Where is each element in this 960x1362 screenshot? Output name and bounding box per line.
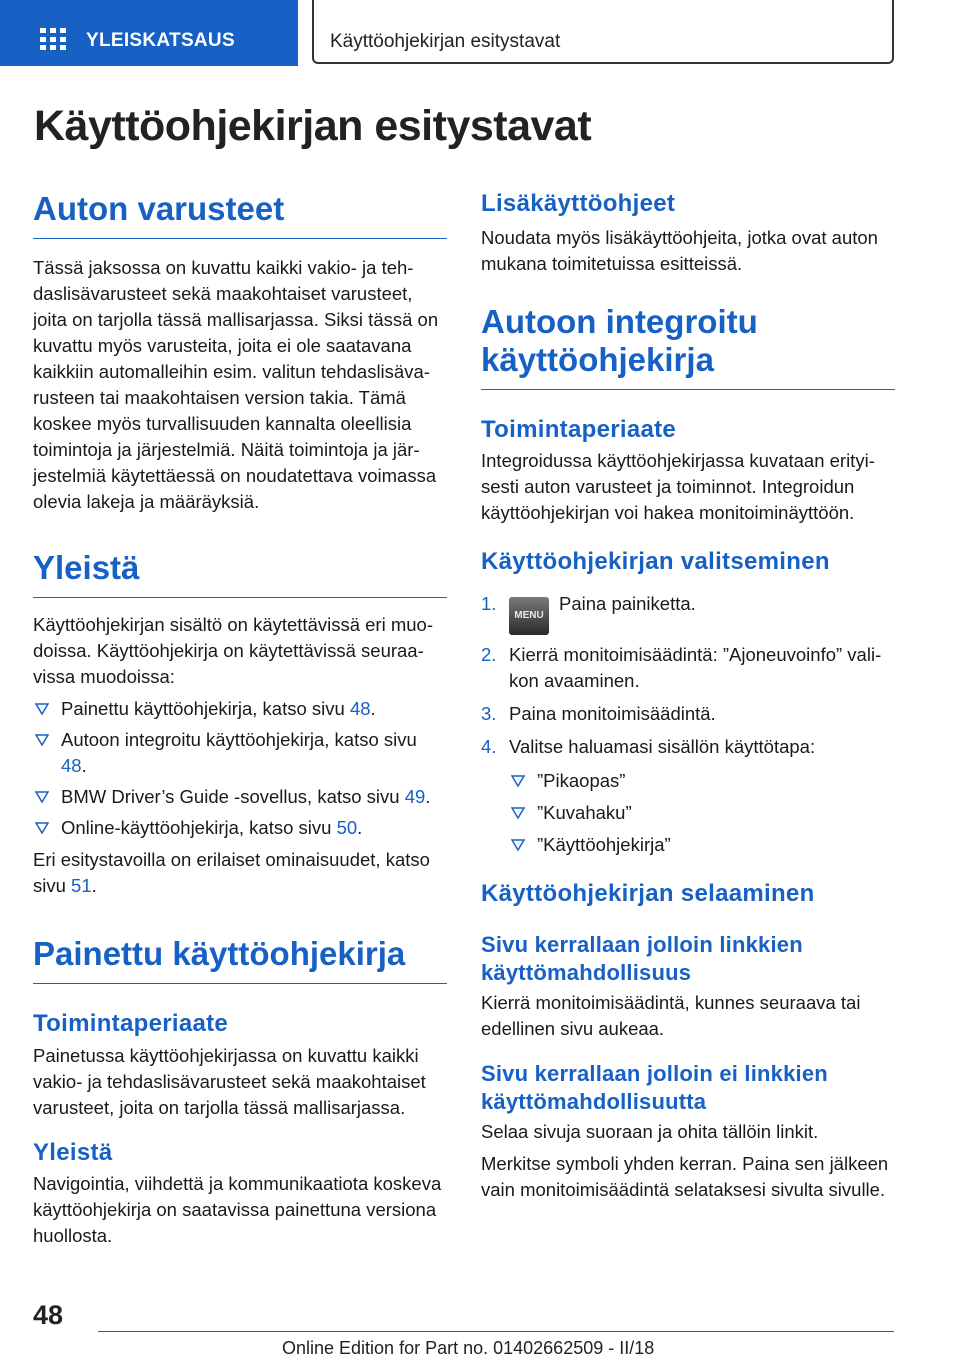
page-link[interactable]: 48	[349, 697, 371, 719]
paragraph-yleista-intro: Käyttöohjekirjan sisältö on käytettävissä eri muodoissa. Käyttöohjekirja on käytettävissä seuraavissa muodoissa:	[33, 613, 434, 687]
triangle-bullet-icon	[511, 773, 525, 787]
paragraph-linkit: Kierrä monitoimisäädintä, kunnes seuraava tai edellinen sivu aukeaa.	[481, 992, 861, 1040]
triangle-bullet-icon	[35, 701, 49, 715]
subheading-toimintaperiaate: Toimintaperiaate	[481, 415, 677, 443]
list-item: Painettu käyttöohjekirja, katso sivu 48.	[33, 696, 447, 722]
list-item: BMW Driver’s Guide -sovellus, katso sivu 49.	[33, 784, 447, 810]
format-list	[33, 696, 447, 841]
section-label: YLEISKATSAUS	[86, 30, 235, 51]
page-link[interactable]: 49	[404, 785, 426, 807]
step-item: 4. Valitse haluamasi sisällön käyttötapa: ”Pikaopas” ”Kuvahaku” ”Käyttöohjekirja”	[481, 734, 895, 858]
triangle-bullet-icon	[511, 837, 525, 851]
paragraph-yleista-outro: Eri esitystavoilla on erilaiset ominaisuudet, katso sivu 51.	[33, 848, 430, 896]
triangle-bullet-icon	[35, 789, 49, 803]
paragraph-lisakayttoohjeet: Noudata myös lisäkäyttöohjeita, jotka ovat auton mukana toimitetuissa esitteissä.	[481, 226, 878, 274]
heading-painettu: Painettu käyttöohjekirja	[33, 935, 447, 984]
heading-valitseminen: Käyttöohjekirjan valitseminen	[481, 548, 830, 576]
footer-divider	[98, 1331, 894, 1332]
step-item: 3. Paina monitoimisäädintä.	[481, 703, 716, 725]
paragraph-integroitu: Integroidussa käyttöohjekirjassa kuvataan erityisesti auton varusteet ja toiminnot. Integroidun käyttöohjekirjan voi hakea monitoiminäyttöön.	[481, 450, 875, 524]
subheading-ei-linkit: Sivu kerrallaan jolloin ei linkkien käyttömahdollisuutta	[481, 1061, 828, 1114]
paragraph-ei-linkit-1: Selaa sivuja suoraan ja ohita tällöin linkit.	[481, 1121, 819, 1143]
tab-yleiskatsaus[interactable]	[0, 0, 298, 66]
tab-chapter[interactable]	[312, 0, 894, 64]
triangle-bullet-icon	[35, 732, 49, 746]
heading-yleista: Yleistä	[33, 549, 447, 598]
page-link[interactable]: 51	[71, 874, 92, 896]
heading-lisakayttoohjeet: Lisäkäyttöohjeet	[481, 190, 676, 217]
list-item: Autoon integroitu käyttöohjekirja, katso sivu 48.	[33, 727, 447, 779]
page-title: Käyttöohjekirjan esitystavat	[34, 102, 592, 150]
list-item: ”Kuvahaku”	[509, 800, 895, 826]
paragraph-auton-varusteet: Tässä jaksossa on kuvattu kaikki vakio- ja tehdaslisävarusteet sekä maakohtaiset varusteet, joita on tarjolla tässä mallisarjassa. Siksi tässä on kuvattu myös varusteita, joita ei ole saatavana kaikkiin automalleihin esim. valitun tehdaslisävarusteen tai maakohtaisen version takia. Tämä koskee myös turvallisuuden kannalta oleellisia toimintoja ja järjestelmiä. Näitä toimintoja ja järjestelmiä käytettäessä on noudatettava voimassa olevia lakeja ja määräyksiä.	[33, 256, 439, 512]
list-item: ”Käyttöohjekirja”	[509, 832, 895, 858]
step-item: 1. MENUPaina painiketta.	[481, 591, 895, 635]
chapter-label: Käyttöohjekirjan esitystavat	[330, 31, 561, 52]
paragraph-ei-linkit-2: Merkitse symboli yhden kerran. Paina sen jälkeen vain monitoimisäädintä selataksesi sivulta sivulle.	[481, 1153, 889, 1201]
usage-list	[509, 768, 895, 858]
menu-button[interactable]: MENU	[509, 597, 549, 635]
step-item: 2. Kierrä monitoimisäädintä: ”Ajoneuvoinfo” valikon avaaminen.	[481, 644, 882, 692]
subheading-yleista: Yleistä	[33, 1138, 113, 1166]
left-column	[33, 190, 447, 1249]
heading-integroitu: Autoon integroitu käyttöohjekirja	[481, 303, 895, 390]
heading-auton-varusteet: Auton varusteet	[33, 190, 447, 239]
edition-text: Online Edition for Part no. 01402662509 - II/18	[282, 1338, 655, 1358]
page-number: 48	[33, 1300, 64, 1330]
right-column	[481, 190, 895, 1203]
steps-list	[481, 591, 895, 858]
list-item: Online-käyttöohjekirja, katso sivu 50.	[33, 815, 447, 841]
page-link[interactable]: 50	[336, 816, 358, 838]
page-link[interactable]: 48	[61, 754, 82, 776]
heading-selaaminen: Käyttöohjekirjan selaaminen	[481, 880, 815, 908]
triangle-bullet-icon	[511, 805, 525, 819]
paragraph-toimintaperiaate: Painetussa käyttöohjekirjassa on kuvattu kaikki vakio- ja tehdaslisävarusteet sekä maakohtaiset varusteet, joita on tarjolla tässä mallisarjassa.	[33, 1044, 426, 1118]
triangle-bullet-icon	[35, 820, 49, 834]
top-bar	[0, 0, 960, 66]
subheading-linkit: Sivu kerrallaan jolloin linkkien käyttömahdollisuus	[481, 932, 803, 985]
grid-icon	[40, 28, 66, 50]
subheading-toimintaperiaate: Toimintaperiaate	[33, 1009, 229, 1037]
list-item: ”Pikaopas”	[509, 768, 895, 794]
paragraph-yleista-painettu: Navigointia, viihdettä ja kommunikaatiota koskeva käyttöohjekirja on saatavissa painettuna versiona huollosta.	[33, 1173, 442, 1247]
